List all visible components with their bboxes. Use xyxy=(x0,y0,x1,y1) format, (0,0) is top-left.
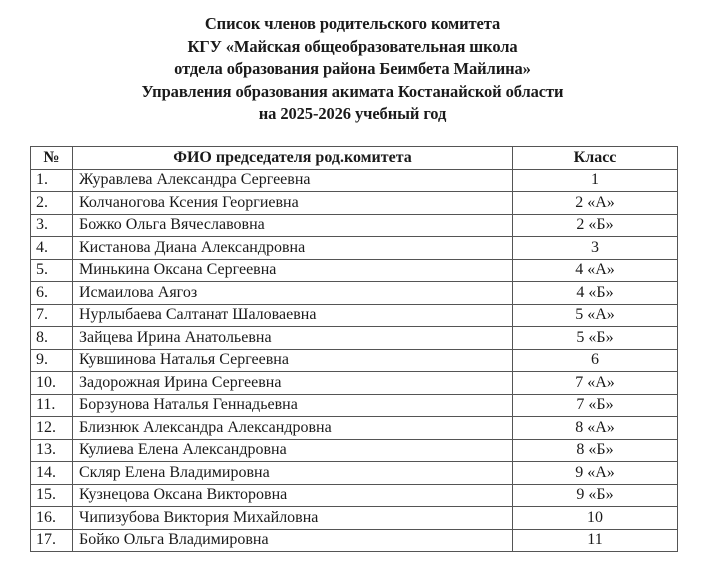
row-class: 10 xyxy=(513,507,678,530)
row-name: Кувшинова Наталья Сергеевна xyxy=(73,349,513,372)
row-number: 3. xyxy=(31,214,73,237)
table-row xyxy=(31,192,678,215)
row-name: Кистанова Диана Александровна xyxy=(73,237,513,260)
table-row xyxy=(31,237,678,260)
row-name: Близнюк Александра Александровна xyxy=(73,417,513,440)
row-name: Журавлева Александра Сергеевна xyxy=(73,169,513,192)
row-name: Задорожная Ирина Сергеевна xyxy=(73,372,513,395)
row-number: 17. xyxy=(31,529,73,552)
title-line: отдела образования района Беимбета Майлина» xyxy=(174,59,531,78)
title-line: Управления образования акимата Костанайской области xyxy=(141,81,564,101)
row-name: Минькина Оксана Сергеевна xyxy=(73,259,513,282)
row-number: 16. xyxy=(31,507,73,530)
row-number: 15. xyxy=(31,484,73,507)
table-row xyxy=(31,394,678,417)
row-class: 9 «А» xyxy=(513,462,678,485)
row-name: Бойко Ольга Владимировна xyxy=(73,529,513,552)
row-number: 9. xyxy=(31,349,73,372)
document-title xyxy=(0,13,705,126)
header-number: № xyxy=(31,147,73,170)
row-class: 4 «А» xyxy=(513,259,678,282)
row-class: 3 xyxy=(513,237,678,260)
row-name: Чипизубова Виктория Михайловна xyxy=(73,507,513,530)
table-header-row xyxy=(31,147,678,170)
row-number: 11. xyxy=(31,394,73,417)
table-row xyxy=(31,484,678,507)
table-row xyxy=(31,327,678,350)
table-row xyxy=(31,304,678,327)
title-line: КГУ «Майская общеобразовательная школа xyxy=(187,36,518,56)
row-name: Нурлыбаева Салтанат Шаловаевна xyxy=(73,304,513,327)
row-class: 2 «А» xyxy=(513,192,678,215)
table-row xyxy=(31,259,678,282)
table-row xyxy=(31,507,678,530)
row-number: 7. xyxy=(31,304,73,327)
row-number: 10. xyxy=(31,372,73,395)
row-name: Зайцева Ирина Анатольевна xyxy=(73,327,513,350)
row-number: 8. xyxy=(31,327,73,350)
header-name: ФИО председателя род.комитета xyxy=(73,147,513,170)
row-number: 1. xyxy=(31,169,73,192)
table-row xyxy=(31,349,678,372)
table-row xyxy=(31,462,678,485)
row-number: 14. xyxy=(31,462,73,485)
table-row xyxy=(31,417,678,440)
row-class: 4 «Б» xyxy=(513,282,678,305)
table-row xyxy=(31,282,678,305)
row-name: Божко Ольга Вячеславовна xyxy=(73,214,513,237)
row-class: 5 «А» xyxy=(513,304,678,327)
row-class: 8 «Б» xyxy=(513,439,678,462)
row-class: 9 «Б» xyxy=(513,484,678,507)
row-number: 13. xyxy=(31,439,73,462)
row-class: 7 «А» xyxy=(513,372,678,395)
table-row xyxy=(31,439,678,462)
row-name: Борзунова Наталья Геннадьевна xyxy=(73,394,513,417)
header-class: Класс xyxy=(513,147,678,170)
row-name: Колчаногова Ксения Георгиевна xyxy=(73,192,513,215)
row-class: 8 «А» xyxy=(513,417,678,440)
row-number: 4. xyxy=(31,237,73,260)
table-row xyxy=(31,214,678,237)
row-class: 7 «Б» xyxy=(513,394,678,417)
row-name: Скляр Елена Владимировна xyxy=(73,462,513,485)
row-number: 2. xyxy=(31,192,73,215)
row-name: Исмаилова Аягоз xyxy=(73,282,513,305)
row-class: 1 xyxy=(513,169,678,192)
table-row xyxy=(31,372,678,395)
row-number: 5. xyxy=(31,259,73,282)
row-class: 2 «Б» xyxy=(513,214,678,237)
row-name: Кузнецова Оксана Викторовна xyxy=(73,484,513,507)
committee-table xyxy=(30,146,678,552)
table-row xyxy=(31,169,678,192)
row-number: 6. xyxy=(31,282,73,305)
row-class: 5 «Б» xyxy=(513,327,678,350)
title-line: на 2025-2026 учебный год xyxy=(258,104,447,123)
table-row xyxy=(31,529,678,552)
row-name: Кулиева Елена Александровна xyxy=(73,439,513,462)
row-number: 12. xyxy=(31,417,73,440)
row-class: 11 xyxy=(513,529,678,552)
title-line: Список членов родительского комитета xyxy=(204,14,501,33)
row-class: 6 xyxy=(513,349,678,372)
